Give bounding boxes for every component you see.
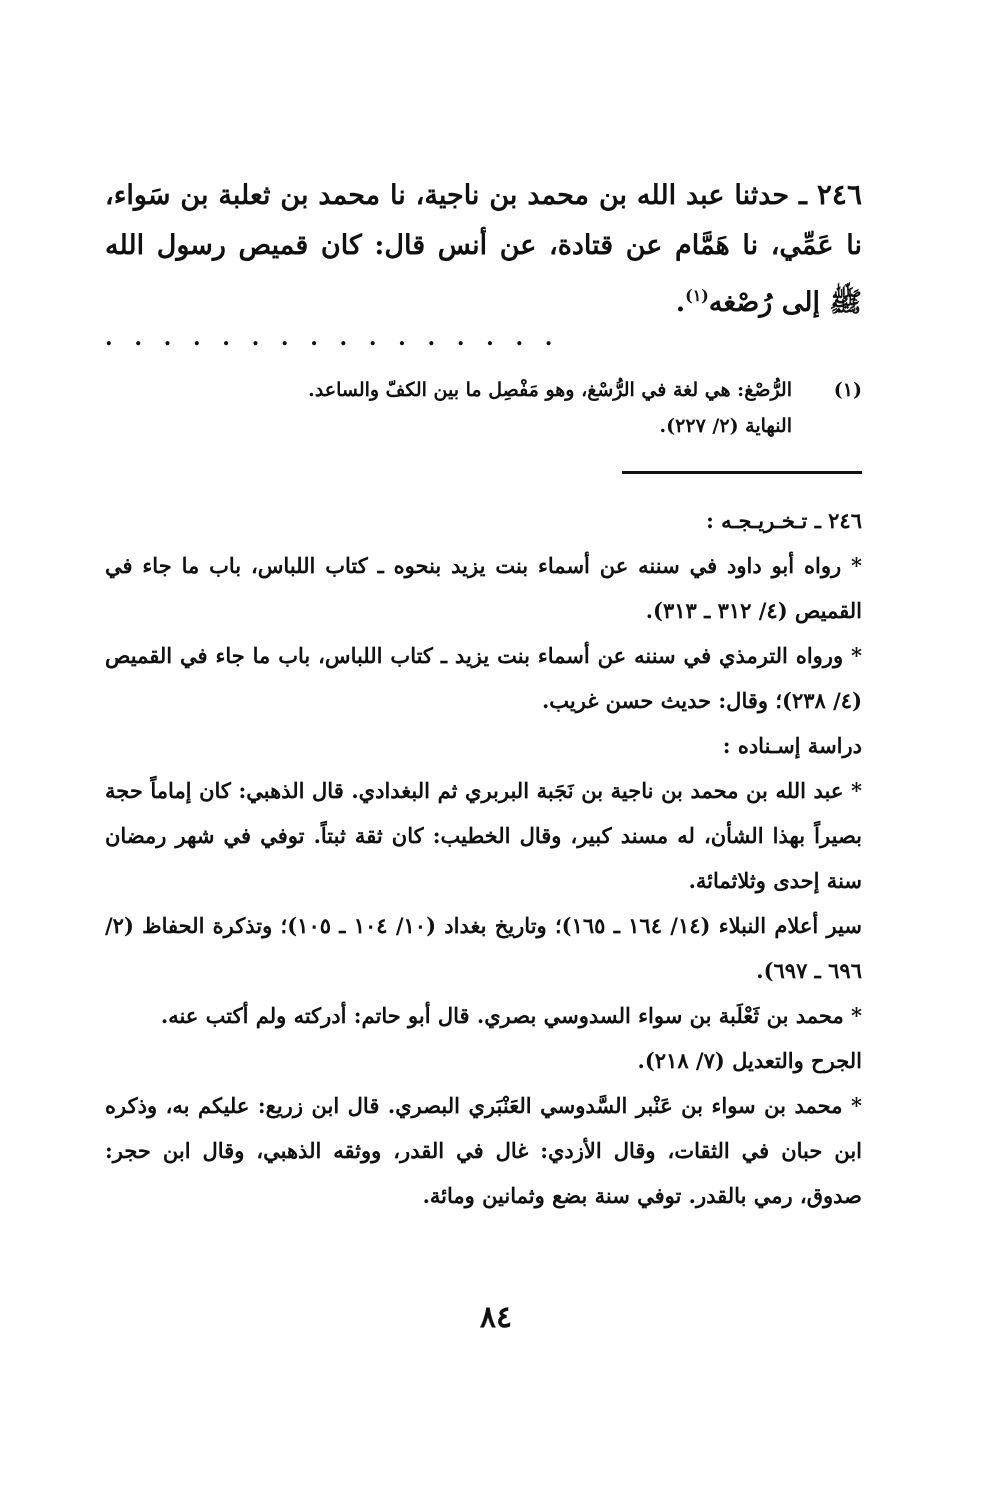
isnad-reference-1: سير أعلام النبلاء (١٤/ ١٦٤ ـ ١٦٥)؛ وتاريخ بغداد (١٠/ ١٠٤ ـ ١٠٥)؛ وتذكرة الحفاظ (٢/ ٦٩٦ ـ ٦٩٧).: [105, 913, 863, 983]
footnote: [105, 372, 862, 444]
page-number: ٨٤: [479, 1300, 513, 1335]
footnote-reference[interactable]: (١): [685, 286, 709, 305]
footnote-marker: (١): [833, 379, 862, 401]
hadith-number: ٢٤٦: [816, 178, 862, 211]
takhrij-section: [105, 498, 862, 1218]
hadith-text: [105, 170, 862, 328]
takhrij-paragraph-1: * رواه أبو داود في سننه عن أسماء بنت يزيد بنحوه ـ كتاب اللباس، باب ما جاء في القميص (٤/ ٣١٢ ـ ٣١٣).: [105, 553, 862, 623]
hadith-end: .: [675, 287, 686, 318]
isnad-paragraph-1: * عبد الله بن محمد بن ناجية بن نَجَبة البربري ثم البغدادي. قال الذهبي: كان إماماً حجة بصيراً بهذا الشأن، له مسند كبير، وقال الخطيب: كان ثقة ثبتاً. توفي في شهر رمضان سنة إحدى وثلاثمائة.: [105, 778, 862, 893]
hadith-body: ـ حدثنا عبد الله بن محمد بن ناجية، نا محمد بن ثعلبة بن سَواء، نا عَمِّي، نا هَمَّام عن قتادة، عن أنس قال: كان قميص رسول الله ﷺ إلى رُصْغه: [105, 180, 862, 318]
takhrij-paragraph-2: * ورواه الترمذي في سننه عن أسماء بنت يزيد ـ كتاب اللباس، باب ما جاء في القميص (٤/ ٢٣٨)؛ وقال: حديث حسن غريب.: [105, 643, 862, 713]
footnote-line-1: الرُّصْغ: هي لغة في الرُّسْغ، وهو مَفْصِل ما بين الكفّ والساعد.: [308, 379, 792, 401]
isnad-heading: دراسة إسـناده :: [722, 733, 862, 758]
divider-rule: [622, 471, 862, 474]
isnad-paragraph-2: * محمد بن ثَعْلَبة بن سواء السدوسي بصري. قال أبو حاتم: أدركته ولم أكتب عنه.: [160, 1003, 862, 1028]
separator-dots: . . . . . . . . . . . . . . . .: [105, 325, 560, 351]
footnote-line-2: النهاية (٢/ ٢٢٧).: [659, 415, 792, 437]
takhrij-heading: ٢٤٦ ـ تـخـريـجـه :: [706, 508, 862, 533]
isnad-reference-2: الجرح والتعديل (٧/ ٢١٨).: [637, 1048, 862, 1073]
isnad-paragraph-3: * محمد بن سواء بن عَنْبر السَّدوسي العَنْبَري البصري. قال ابن زريع: عليكم به، وذكره ابن حبان في الثقات، وقال الأزدي: غال في القدر، ووثقه الذهبي، وقال ابن حجر: صدوق، رمي بالقدر. توفي سنة بضع وثمانين ومائة.: [105, 1093, 862, 1208]
